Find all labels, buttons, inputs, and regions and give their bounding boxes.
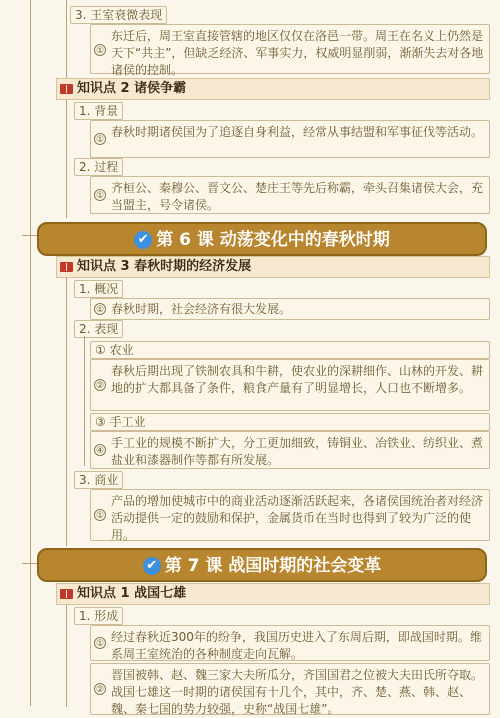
- number-circle: ①: [95, 46, 105, 56]
- kp-connector-3: [66, 276, 67, 546]
- overview-text: ① 春秋时期，社会经济有很大发展。: [90, 298, 490, 320]
- knowledge-point-1: 知识点 1 战国七雄: [56, 583, 490, 605]
- royal-decline-text: ① 东迁后，周王室直接管辖的地区仅仅在洛邑一带。周王在名义上仍然是天下“共主”，但缺乏经济、军事实力，权威明显削弱，渐渐失去对各地诸侯的控制。: [90, 24, 490, 74]
- formation-text-2: ② 晋国被韩、赵、魏三家大夫所瓜分，齐国国君之位被大夫田氏所夺取。战国七雄这一时期的诸侯国有十几个，其中，齐、楚、燕、韩、赵、魏、秦七国的势力较强，史称“战国七雄”。: [90, 663, 490, 715]
- subtopic-performance: 2. 表现: [74, 320, 123, 338]
- number-circle: ①: [95, 135, 105, 145]
- check-icon: ✔: [134, 231, 152, 249]
- number-circle: ①: [95, 511, 105, 521]
- tree-spine: [30, 0, 31, 235]
- tree-spine-lower: [30, 236, 31, 706]
- tree-spine-branch-2: [22, 563, 38, 564]
- number-circle: ②: [95, 685, 105, 695]
- number-circle: ①: [95, 639, 105, 649]
- handicraft-text: ④ 手工业的规模不断扩大，分工更加细致，铸铜业、冶铁业、纺织业、煮盐业和漆器制作等都有所发展。: [90, 431, 490, 469]
- kp-connector-mid: [66, 98, 67, 218]
- number-circle: ①: [95, 191, 105, 201]
- book-icon: [60, 84, 73, 94]
- book-icon: [60, 589, 73, 599]
- lesson-6-banner: ✔ 第 6 课 动荡变化中的春秋时期: [37, 222, 487, 256]
- formation-text-1: ① 经过春秋近300年的纷争，我国历史进入了东周后期，即战国时期。维系周王室统治的各种制度走向瓦解。: [90, 625, 490, 661]
- book-icon: [60, 262, 73, 272]
- knowledge-point-3: 知识点 3 春秋时期的经济发展: [56, 256, 490, 278]
- subtopic-formation: 1. 形成: [74, 607, 123, 625]
- commerce-text: ① 产品的增加使城市中的商业活动逐渐活跃起来，各诸侯国统治者对经济活动提供一定的鼓励和保护，金属货币在当时也得到了较为广泛的使用。: [90, 489, 490, 541]
- subtopic-royal-decline: 3. 王室衰微表现: [70, 6, 167, 24]
- subtopic-background: 1. 背景: [74, 102, 123, 120]
- subtopic-process: 2. 过程: [74, 158, 123, 176]
- number-circle: ④: [95, 446, 105, 456]
- agriculture-text: ② 春秋后期出现了铁制农具和牛耕，使农业的深耕细作、山林的开发、耕地的扩大都具备了条件，粮食产量有了明显增长，人口也不断增多。: [90, 359, 490, 411]
- lesson-7-banner: ✔ 第 7 课 战国时期的社会变革: [37, 548, 487, 582]
- handicraft-label: ③ 手工业: [90, 413, 490, 431]
- number-circle: ①: [95, 305, 105, 315]
- subtopic-commerce: 3. 商业: [74, 471, 123, 489]
- number-circle: ②: [95, 381, 105, 391]
- perf-connector: [84, 336, 85, 466]
- knowledge-point-2: 知识点 2 诸侯争霸: [56, 78, 490, 100]
- kp-connector-1: [66, 604, 67, 707]
- background-text: ① 春秋时期诸侯国为了追逐自身利益，经常从事结盟和军事征伐等活动。: [90, 120, 490, 158]
- check-icon: ✔: [143, 557, 161, 575]
- process-text: ① 齐桓公、秦穆公、晋文公、楚庄王等先后称霸，牵头召集诸侯大会，充当盟主，号令诸侯。: [90, 176, 490, 214]
- agriculture-label: ① 农业: [90, 341, 490, 359]
- subtopic-overview: 1. 概况: [74, 280, 123, 298]
- kp-connector-top: [66, 0, 67, 80]
